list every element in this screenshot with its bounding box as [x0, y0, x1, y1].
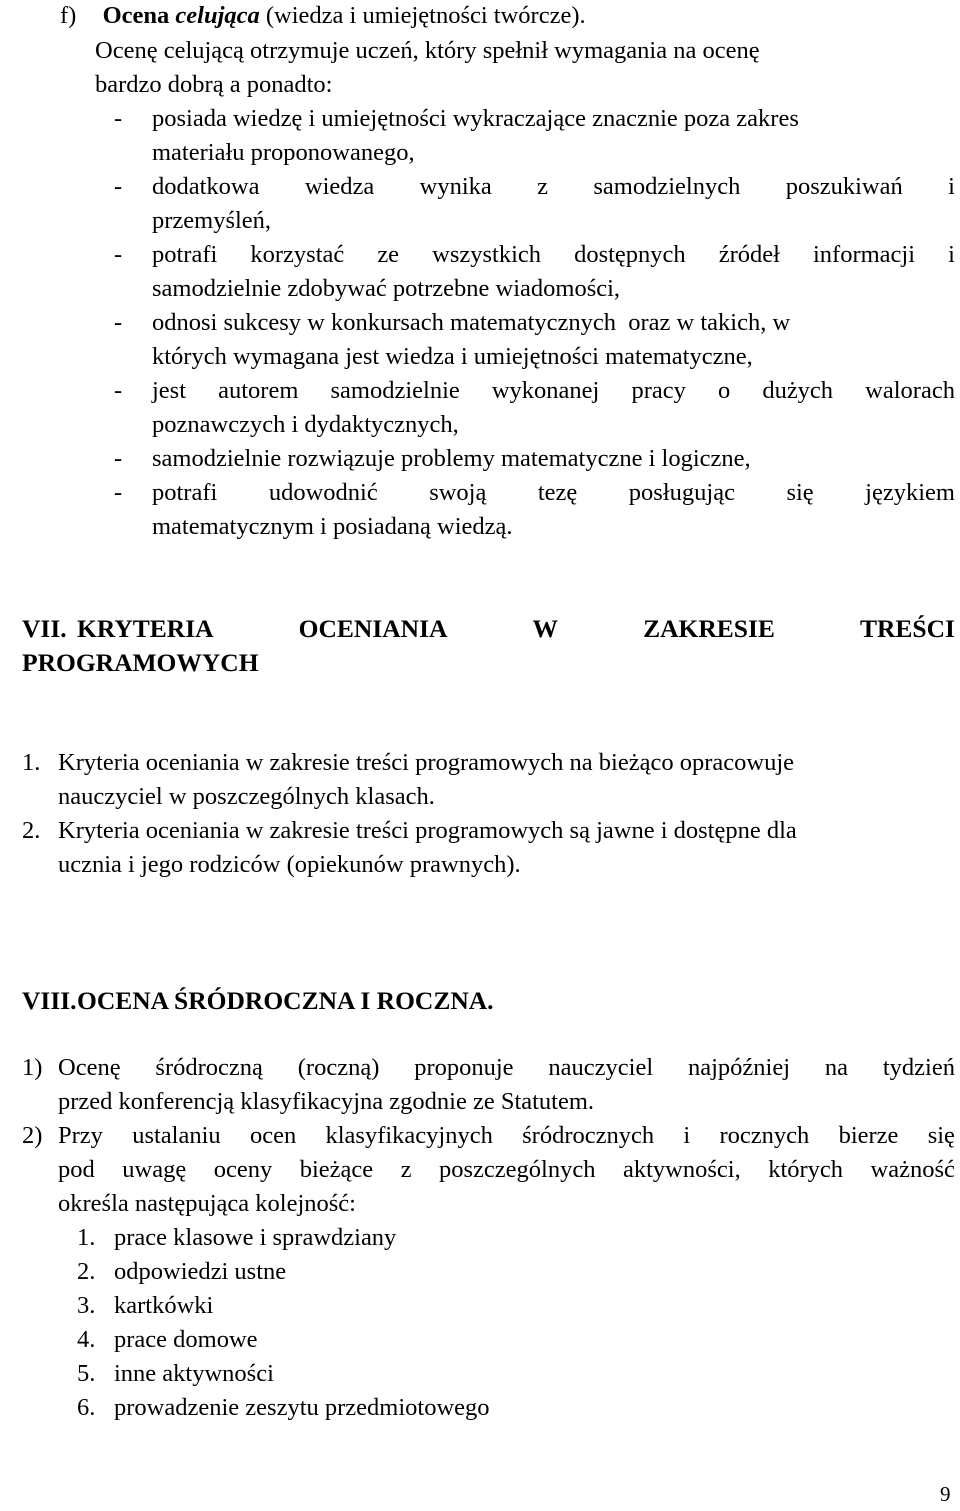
vii-item-line: Kryteria oceniania w zakresie treści programowych na bieżąco opracowuje: [58, 749, 795, 776]
bullet-line-justified: jest autorem samodzielnie wykonanej pracy o dużych walorach: [152, 377, 955, 404]
vii-item-line: ucznia i jego rodziców (opiekunów prawnych).: [58, 851, 521, 878]
section-vii-heading-line2: PROGRAMOWYCH: [22, 648, 259, 677]
section-vii-heading-line1: KRYTERIA OCENIANIA W ZAKRESIE TREŚCI: [77, 614, 955, 643]
vii-item-num: 2.: [22, 817, 41, 844]
bullet-line-justified: potrafi udowodnić swoją tezę posługując się językiem: [152, 479, 955, 506]
order-list-item: prowadzenie zeszytu przedmiotowego: [114, 1394, 490, 1421]
vii-item-line: Kryteria oceniania w zakresie treści programowych są jawne i dostępne dla: [58, 817, 797, 844]
bullet-line: matematycznym i posiadaną wiedzą.: [152, 513, 513, 540]
bullet-line: samodzielnie rozwiązuje problemy matematyczne i logiczne,: [152, 445, 751, 472]
order-list-num: 1.: [77, 1224, 96, 1251]
order-list-num: 6.: [77, 1394, 96, 1421]
order-list-item: inne aktywności: [114, 1360, 274, 1387]
bullet-line-justified: dodatkowa wiedza wynika z samodzielnych poszukiwań i: [152, 173, 955, 200]
bullet-dash: -: [114, 377, 123, 404]
viii-item-num: 2): [22, 1122, 43, 1149]
order-list-num: 2.: [77, 1258, 96, 1285]
section-f-intro-line1: Ocenę celującą otrzymuje uczeń, który spełnił wymagania na ocenę: [95, 37, 760, 64]
section-f-label: f): [60, 2, 77, 29]
order-list-item: prace domowe: [114, 1326, 258, 1353]
bullet-line: posiada wiedzę i umiejętności wykraczające znacznie poza zakres: [152, 105, 799, 132]
bullet-dash: -: [114, 241, 123, 268]
section-viii-heading: OCENA ŚRÓDROCZNA I ROCZNA.: [77, 986, 494, 1015]
page-number: 9: [940, 1482, 951, 1506]
order-list-num: 4.: [77, 1326, 96, 1353]
bullet-dash: -: [114, 173, 123, 200]
viii-item-line: określa następująca kolejność:: [58, 1190, 356, 1217]
vii-item-num: 1.: [22, 749, 41, 776]
bullet-dash: -: [114, 105, 123, 132]
bullet-dash: -: [114, 479, 123, 506]
section-f-title-bold: Ocena: [102, 2, 170, 29]
bullet-line: przemyśleń,: [152, 207, 272, 234]
order-list-item: prace klasowe i sprawdziany: [114, 1224, 397, 1251]
bullet-line: materiału proponowanego,: [152, 139, 415, 166]
viii-item-line-justified: Przy ustalaniu ocen klasyfikacyjnych śródrocznych i rocznych bierze się: [58, 1122, 955, 1149]
order-list-num: 3.: [77, 1292, 96, 1319]
section-viii-numeral: VIII.: [22, 986, 77, 1015]
bullet-dash: -: [114, 309, 123, 336]
section-vii-numeral: VII.: [22, 614, 67, 643]
section-f-intro-line2: bardzo dobrą a ponadto:: [95, 71, 333, 98]
section-f-title-italic: celująca: [175, 2, 260, 29]
bullet-line-justified: potrafi korzystać ze wszystkich dostępnych źródeł informacji i: [152, 241, 955, 268]
order-list-item: kartkówki: [114, 1292, 214, 1319]
bullet-line: poznawczych i dydaktycznych,: [152, 411, 459, 438]
bullet-line: których wymagana jest wiedza i umiejętności matematyczne,: [152, 343, 753, 370]
bullet-dash: -: [114, 445, 123, 472]
vii-item-line: nauczyciel w poszczególnych klasach.: [58, 783, 435, 810]
section-f-title: [60, 4, 586, 29]
viii-item-line-justified: Ocenę śródroczną (roczną) proponuje nauczyciel najpóźniej na tydzień: [58, 1054, 955, 1081]
order-list-num: 5.: [77, 1360, 96, 1387]
viii-item-line: przed konferencją klasyfikacyjna zgodnie ze Statutem.: [58, 1088, 595, 1115]
viii-item-num: 1): [22, 1054, 43, 1081]
section-f-title-rest: (wiedza i umiejętności twórcze).: [265, 2, 586, 29]
bullet-line: samodzielnie zdobywać potrzebne wiadomości,: [152, 275, 621, 302]
bullet-line: odnosi sukcesy w konkursach matematycznych oraz w takich, w: [152, 309, 791, 336]
order-list-item: odpowiedzi ustne: [114, 1258, 287, 1285]
viii-item-line-justified: pod uwagę oceny bieżące z poszczególnych aktywności, których ważność: [58, 1156, 955, 1183]
